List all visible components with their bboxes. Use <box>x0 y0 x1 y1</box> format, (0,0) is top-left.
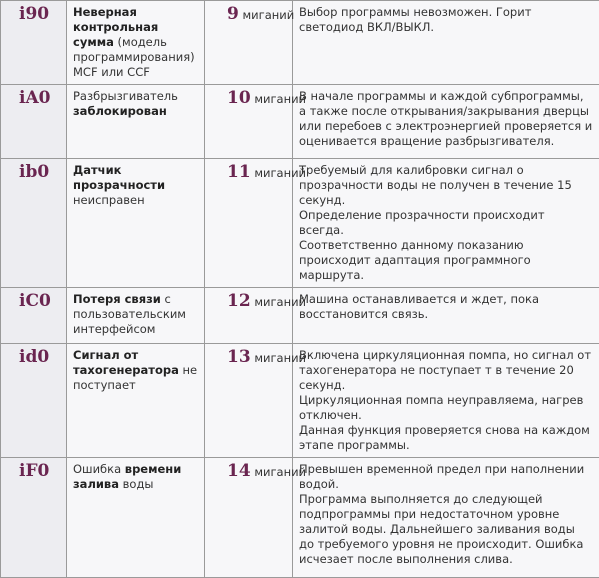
description-text: Программа выполняется до следующей подпрограммы при недостаточном уровне залитой воды. Дальнейшего заливания воды до требуемого уровня не происходит. Ошибка исчезает после выполнения слива. <box>299 492 593 567</box>
description-cell <box>293 344 599 458</box>
description-text: Включена циркуляционная помпа, но сигнал от тахогенератора не поступает т в течение 20 секунд. <box>299 348 593 393</box>
fault-name-bold: Потеря связи <box>73 292 161 306</box>
error-code-cell: iC0 <box>1 288 67 344</box>
fault-name-bold: Неверная контрольная сумма <box>73 5 158 49</box>
blink-count-cell <box>205 288 293 344</box>
fault-name-text: Ошибка <box>73 462 125 476</box>
description-cell <box>293 458 599 578</box>
table-row <box>1 159 599 288</box>
blink-count-cell <box>205 159 293 288</box>
blink-count-cell <box>205 85 293 159</box>
table-row <box>1 288 599 344</box>
blink-count: 12 <box>227 291 251 311</box>
blink-count: 14 <box>227 461 251 481</box>
description-text: Данная функция проверяется снова на каждом этапе программы. <box>299 423 593 453</box>
description-text: В начале программы и каждой субпрограммы, а также после открывания/закрывания дверцы или перебоев с электроэнергией проверяется и оценивается вращение разбрызгивателя. <box>299 89 593 149</box>
description-cell <box>293 288 599 344</box>
table-row <box>1 1 599 85</box>
description-text: Соответственно данному показанию происходит адаптация программного маршрута. <box>299 238 593 283</box>
blink-unit: миганий <box>243 8 295 22</box>
fault-name-cell <box>67 288 205 344</box>
description-text: Определение прозрачности происходит всегда. <box>299 208 593 238</box>
fault-name-bold: времени залива <box>73 462 181 491</box>
description-cell <box>293 85 599 159</box>
description-text: Машина останавливается и ждет, пока восстановится связь. <box>299 292 593 322</box>
fault-name-bold: Сигнал от тахогенератора <box>73 348 179 377</box>
fault-name-cell <box>67 159 205 288</box>
error-code-cell: iA0 <box>1 85 67 159</box>
fault-name-bold: заблокирован <box>73 104 167 118</box>
fault-name-text: Разбрызгиватель <box>73 89 178 103</box>
blink-count: 13 <box>227 347 251 367</box>
description-text: Превышен временной предел при наполнении водой. <box>299 462 593 492</box>
blink-unit: миганий <box>254 465 306 479</box>
error-code-cell: iF0 <box>1 458 67 578</box>
error-code-cell: id0 <box>1 344 67 458</box>
fault-name-text: с пользовательским интерфейсом <box>73 292 186 336</box>
description-text: Циркуляционная помпа неуправляема, нагрев отключен. <box>299 393 593 423</box>
fault-name-text: (модель программирования) MCF или CCF <box>73 35 195 79</box>
fault-name-cell <box>67 1 205 85</box>
table-row <box>1 85 599 159</box>
blink-unit: миганий <box>254 166 306 180</box>
fault-name-cell <box>67 85 205 159</box>
blink-count-cell <box>205 1 293 85</box>
blink-count-cell <box>205 458 293 578</box>
description-cell <box>293 1 599 85</box>
description-text: Выбор программы невозможен. Горит светодиод ВКЛ/ВЫКЛ. <box>299 5 593 35</box>
description-cell <box>293 159 599 288</box>
blink-count: 9 <box>227 4 239 24</box>
fault-name-text: не поступает <box>73 363 197 392</box>
fault-name-cell <box>67 344 205 458</box>
blink-count: 10 <box>227 88 251 108</box>
blink-count-cell <box>205 344 293 458</box>
blink-count: 11 <box>227 162 251 182</box>
error-code-cell: i90 <box>1 1 67 85</box>
fault-name-text: воды <box>119 477 154 491</box>
table-row <box>1 344 599 458</box>
fault-name-bold: Датчик прозрачности <box>73 163 165 192</box>
fault-name-text: неисправен <box>73 193 145 207</box>
table-row <box>1 458 599 578</box>
error-code-cell: ib0 <box>1 159 67 288</box>
description-text: Требуемый для калибровки сигнал о прозрачности воды не получен в течение 15 секунд. <box>299 163 593 208</box>
blink-unit: миганий <box>254 351 306 365</box>
blink-unit: миганий <box>254 92 306 106</box>
fault-name-cell <box>67 458 205 578</box>
blink-unit: миганий <box>254 295 306 309</box>
